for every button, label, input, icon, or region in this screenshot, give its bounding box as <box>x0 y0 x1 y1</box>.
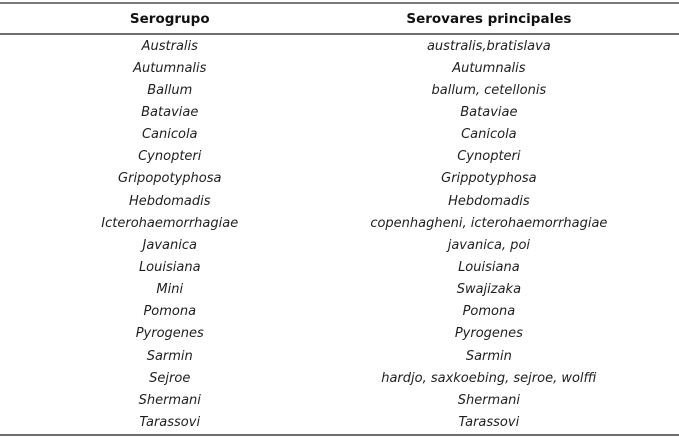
table-header-row <box>0 4 679 33</box>
column-header-serogrupo: Serogrupo <box>129 10 210 27</box>
serogroup-cell: Tarassovi <box>139 414 201 430</box>
table-row <box>0 168 679 190</box>
serogroup-cell: Shermani <box>138 392 201 408</box>
serovars-cell: Canicola <box>461 127 517 143</box>
table-row <box>0 101 679 123</box>
serogroup-cell: Sarmin <box>146 348 193 364</box>
table-row <box>0 389 679 411</box>
serogroup-cell: Mini <box>156 282 184 298</box>
serogroup-cell: Cynopteri <box>138 149 202 165</box>
serovars-cell: Autumnalis <box>452 60 526 76</box>
table-row <box>0 57 679 79</box>
serovars-cell: Cynopteri <box>457 149 521 165</box>
serogroup-cell: Canicola <box>141 127 198 143</box>
serovars-cell: Bataviae <box>460 104 518 120</box>
table-row <box>0 79 679 101</box>
table-row <box>0 146 679 168</box>
serogroup-cell: Gripopotyphosa <box>118 171 222 187</box>
serovars-cell: Sarmin <box>465 348 512 364</box>
serovars-cell: Grippotyphosa <box>441 171 537 187</box>
bottom-rule <box>0 434 679 436</box>
table-row <box>0 256 679 278</box>
serovars-cell: javanica, poi <box>447 237 531 253</box>
table-row <box>0 124 679 146</box>
table-row <box>0 367 679 389</box>
table-row <box>0 212 679 234</box>
serovars-cell: copenhagheni, icterohaemorrhagiae <box>370 215 608 231</box>
serovars-cell: Pomona <box>462 304 516 320</box>
serovars-cell: ballum, cetellonis <box>431 82 547 98</box>
serovars-cell: Shermani <box>457 392 521 408</box>
table-row <box>0 323 679 345</box>
table-row <box>0 411 679 433</box>
table-row <box>0 301 679 323</box>
serovars-cell: australis,bratislava <box>426 38 551 54</box>
serogroup-cell: Pomona <box>143 304 197 320</box>
serovars-cell: Swajizaka <box>456 282 522 298</box>
serogroup-cell: Javanica <box>142 237 197 253</box>
serovars-cell: Louisiana <box>458 259 520 275</box>
serovars-cell: hardjo, saxkoebing, sejroe, wolffi <box>381 370 597 386</box>
serogroup-cell: Sejroe <box>149 370 191 386</box>
serogroup-cell: Louisiana <box>138 259 201 275</box>
serovars-cell: Hebdomadis <box>448 193 530 209</box>
table-row <box>0 190 679 212</box>
serogroup-cell: Bataviae <box>141 104 199 120</box>
serogroup-cell: Hebdomadis <box>129 193 211 209</box>
column-header-serovares-principales: Serovares principales <box>406 10 572 27</box>
serogroup-cell: Icterohaemorrhagiae <box>101 215 239 231</box>
serogroup-cell: Ballum <box>147 82 193 98</box>
table-row <box>0 345 679 367</box>
serogroup-cell: Autumnalis <box>133 60 207 76</box>
table-row <box>0 279 679 301</box>
serovars-cell: Tarassovi <box>458 414 520 430</box>
serogroup-cell: Australis <box>141 38 198 54</box>
serogroup-cell: Pyrogenes <box>135 326 204 342</box>
table-body <box>0 35 679 434</box>
table-row <box>0 234 679 256</box>
serovars-cell: Pyrogenes <box>454 326 523 342</box>
table-row <box>0 35 679 57</box>
